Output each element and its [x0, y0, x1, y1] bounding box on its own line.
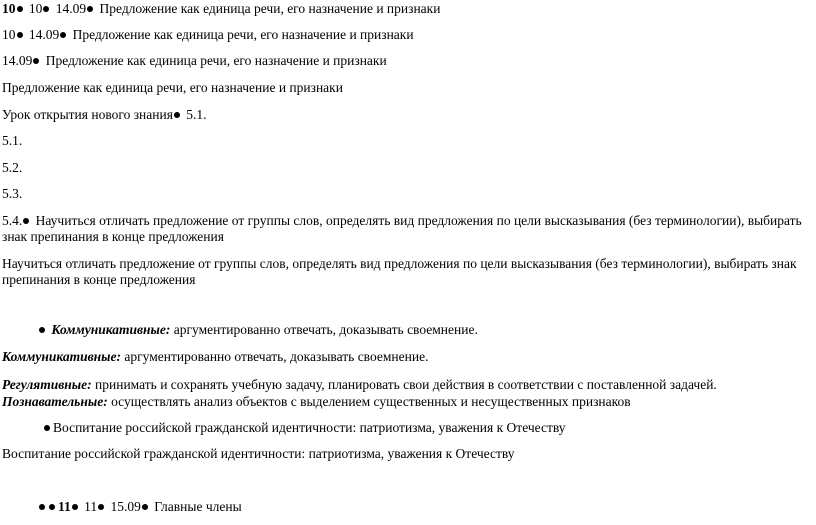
lesson-number: 10 [28, 1, 43, 16]
lesson-topic: Предложение как единица речи, его назначение и признаки [45, 53, 387, 68]
skill-label: Коммуникативные: [51, 322, 171, 337]
personal-bullet-line [43, 420, 566, 436]
skill-label: Познавательные: [2, 394, 108, 409]
cognitive-line [2, 394, 631, 410]
lesson-topic: Главные члены [154, 499, 242, 514]
skill-label: Коммуникативные: [2, 349, 122, 364]
lesson-number: 11 [84, 499, 98, 514]
bullet-icon [23, 218, 29, 224]
section-number-line [2, 160, 22, 176]
objective-paragraph-1 [2, 213, 812, 245]
lesson-type-line [2, 107, 207, 123]
regulatory-line [2, 377, 717, 393]
bullet-icon [142, 504, 148, 510]
personal-text: Воспитание российской гражданской идентичности: патриотизма, уважения к Отечеству [2, 446, 515, 461]
bullet-icon [49, 504, 55, 510]
objective-text: Научиться отличать предложение от группы слов, определять вид предложения по цели высказывания (без терминологии), выбирать знак препинания в конце предложения [2, 213, 802, 244]
skill-text: аргументированно отвечать, доказывать своемнение. [124, 349, 429, 364]
personal-text: Воспитание российской гражданской идентичности: патриотизма, уважения к Отечеству [53, 420, 566, 435]
heading-line-2 [2, 27, 414, 43]
lesson-number: 11 [58, 499, 71, 514]
bullet-icon [72, 504, 78, 510]
section-number: 5.3. [2, 186, 23, 201]
section-number: 5.4. [2, 213, 23, 228]
section-number-line [2, 133, 22, 149]
section-number: 5.1. [186, 107, 207, 122]
bullet-icon [87, 6, 93, 12]
bullet-icon [98, 504, 104, 510]
bullet-icon [17, 6, 23, 12]
lesson-number: 10 [2, 27, 16, 42]
bullet-icon [33, 58, 39, 64]
personal-line [2, 446, 515, 462]
lesson-date: 14.09 [2, 53, 33, 68]
topic-line [2, 80, 343, 96]
objective-text: Научиться отличать предложение от группы слов, определять вид предложения по цели высказывания (без терминологии), выбирать знак препинания в конце предложения [2, 256, 797, 287]
lesson-date: 14.09 [55, 1, 87, 16]
section-number: 5.1. [2, 133, 23, 148]
lesson-type: Урок открытия нового знания [2, 107, 173, 122]
bullet-icon [43, 6, 49, 12]
lesson-date: 14.09 [28, 27, 60, 42]
bullet-icon [174, 112, 180, 118]
bullet-icon [60, 32, 66, 38]
skill-text: принимать и сохранять учебную задачу, планировать свои действия в соответствии с поставленной задачей. [95, 377, 717, 392]
communicative-bullet-line [38, 322, 478, 338]
communicative-line [2, 349, 428, 365]
lesson-topic: Предложение как единица речи, его назначение и признаки [99, 1, 441, 16]
skill-text: аргументированно отвечать, доказывать своемнение. [173, 322, 478, 337]
lesson-topic: Предложение как единица речи, его назначение и признаки [72, 27, 414, 42]
bullet-icon [39, 327, 45, 333]
bullet-icon [39, 504, 45, 510]
skill-text: осуществлять анализ объектов с выделением существенных и несущественных признаков [111, 394, 631, 409]
objective-paragraph-2 [2, 256, 812, 288]
heading-line-3 [2, 53, 387, 69]
bullet-icon [44, 425, 50, 431]
section-number: 5.2. [2, 160, 23, 175]
lesson-topic: Предложение как единица речи, его назначение и признаки [2, 80, 343, 95]
heading-line-1 [2, 1, 440, 17]
bullet-icon [17, 32, 23, 38]
skill-label: Регулятивные: [2, 377, 92, 392]
lesson-date: 15.09 [110, 499, 141, 514]
lesson-number: 10 [2, 1, 16, 16]
section-number-line [2, 186, 22, 202]
next-lesson-line [38, 499, 242, 515]
